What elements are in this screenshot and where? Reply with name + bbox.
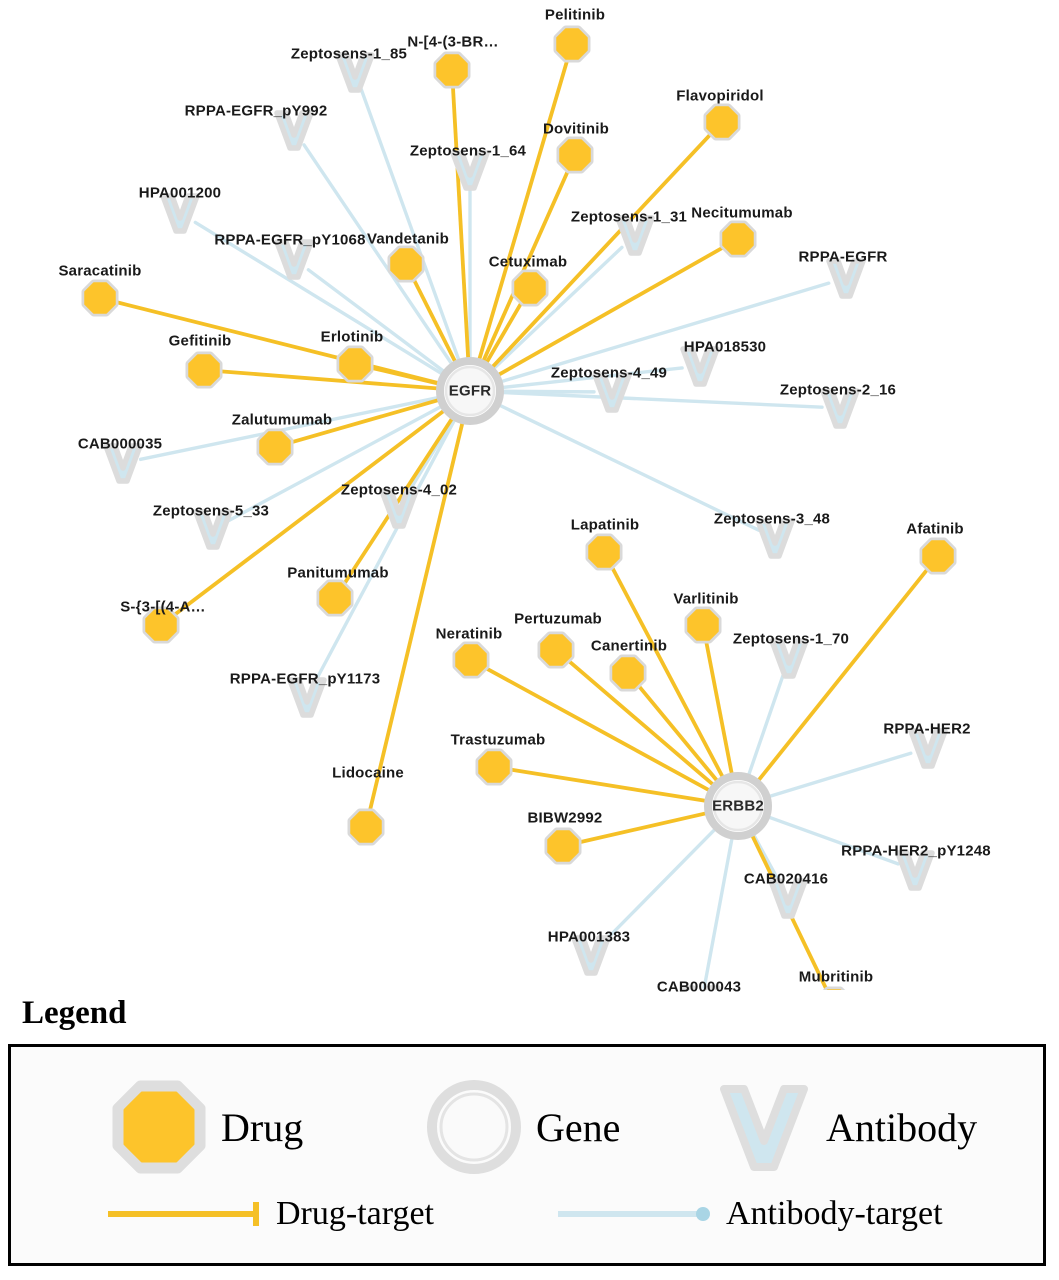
- antibody-target-edge: [748, 675, 783, 778]
- drug-node[interactable]: [351, 812, 381, 842]
- drug-label: Zalutumumab: [231, 411, 333, 429]
- drug-node[interactable]: [557, 29, 587, 59]
- octagon-drug-icon: [515, 273, 545, 303]
- drug-label: S-{3-[(4-A…: [120, 598, 206, 616]
- drug-node[interactable]: [340, 349, 370, 379]
- drug-node[interactable]: [707, 107, 737, 137]
- octagon-drug-icon: [391, 249, 421, 279]
- drug-label: Vandetanib: [366, 230, 450, 248]
- legend-label-drug: Drug: [221, 1104, 304, 1150]
- octagon-drug-icon: [340, 349, 370, 379]
- legend-item-antibody: [716, 1079, 977, 1175]
- octagon-drug-icon: [456, 645, 486, 675]
- drug-label: Afatinib: [906, 520, 964, 538]
- antibody-label: Zeptosens-2_16: [779, 381, 897, 399]
- drug-node[interactable]: [560, 140, 590, 170]
- octagon-drug-icon: [688, 610, 718, 640]
- drug-label: BIBW2992: [527, 809, 603, 827]
- antibody-label: CAB000043: [656, 978, 742, 996]
- legend-label-drug-target: Drug-target: [276, 1195, 434, 1232]
- antibody-label: Zeptosens-5_33: [152, 502, 270, 520]
- drug-target-edge: [453, 87, 468, 361]
- octagon-drug-icon: [723, 224, 753, 254]
- circle-gene-icon: [426, 1079, 522, 1175]
- octagon-drug-icon: [548, 831, 578, 861]
- octagon-drug-icon: [589, 537, 619, 567]
- antibody-label: Zeptosens-4_49: [550, 364, 668, 382]
- octagon-drug-icon: [613, 658, 643, 688]
- antibody-target-edge: [704, 835, 732, 987]
- drug-node[interactable]: [541, 635, 571, 665]
- antibody-node[interactable]: [829, 261, 863, 296]
- drug-label: Necitumumab: [691, 204, 793, 222]
- drug-node[interactable]: [260, 432, 290, 462]
- drug-node[interactable]: [456, 645, 486, 675]
- drug-label: Cetuximab: [488, 253, 568, 271]
- legend-item-antibody-target: [556, 1195, 943, 1233]
- antibody-label: Zeptosens-4_02: [340, 481, 458, 499]
- drug-node[interactable]: [688, 610, 718, 640]
- drug-node[interactable]: [515, 273, 545, 303]
- octagon-drug-icon: [707, 107, 737, 137]
- drug-label: Pertuzumab: [514, 610, 602, 628]
- legend-title: Legend: [22, 995, 127, 1031]
- drug-label: Trastuzumab: [450, 731, 546, 749]
- legend-box: [8, 1044, 1046, 1266]
- antibody-label: Zeptosens-1_70: [732, 630, 850, 648]
- octagon-drug-icon: [541, 635, 571, 665]
- drug-target-edge: [372, 368, 441, 384]
- drug-label: Pelitinib: [544, 6, 606, 24]
- legend-item-drug: [111, 1079, 303, 1175]
- drug-label: Varlitinib: [673, 590, 739, 608]
- antibody-label: CAB020416: [743, 870, 829, 888]
- antibody-label: HPA001200: [138, 184, 222, 202]
- legend-label-gene: Gene: [536, 1104, 621, 1150]
- drug-label: Erlotinib: [320, 328, 384, 346]
- antibody-target-edge: [767, 753, 911, 797]
- octagon-drug-icon: [437, 55, 467, 85]
- drug-label: Canertinib: [590, 637, 668, 655]
- antibody-label: Zeptosens-1_85: [290, 45, 408, 63]
- octagon-drug-icon: [351, 812, 381, 842]
- antibody-label: RPPA-EGFR: [798, 248, 888, 266]
- drug-node[interactable]: [548, 831, 578, 861]
- drug-target-edge: [344, 416, 453, 584]
- antibody-label: RPPA-EGFR_pY1173: [229, 670, 381, 688]
- gene-label: ERBB2: [712, 797, 764, 815]
- antibody-label: Zeptosens-1_64: [409, 142, 527, 160]
- legend-label-antibody-target: Antibody-target: [726, 1195, 943, 1232]
- drug-node[interactable]: [85, 283, 115, 313]
- drug-node[interactable]: [613, 658, 643, 688]
- drug-node[interactable]: [589, 537, 619, 567]
- antibody-label: RPPA-EGFR_pY992: [184, 102, 328, 120]
- antibody-label: RPPA-HER2: [883, 720, 971, 738]
- octagon-drug-icon: [111, 1079, 207, 1175]
- octagon-drug-icon: [557, 29, 587, 59]
- legend-label-antibody: Antibody: [826, 1104, 978, 1150]
- drug-label: Neratinib: [435, 625, 503, 643]
- antibody-label: RPPA-EGFR_pY1068: [214, 231, 366, 249]
- antibody-target-edge-icon: [556, 1197, 716, 1231]
- chevron-antibody-icon: [716, 1079, 812, 1175]
- octagon-drug-icon: [189, 355, 219, 385]
- drug-label: Saracatinib: [58, 262, 142, 280]
- octagon-drug-icon: [923, 541, 953, 571]
- drug-label: Gefitinib: [168, 332, 232, 350]
- drug-node[interactable]: [320, 583, 350, 613]
- drug-target-edge: [478, 60, 567, 362]
- drug-label: Lidocaine: [332, 764, 404, 782]
- octagon-drug-icon: [560, 140, 590, 170]
- octagon-drug-icon: [260, 432, 290, 462]
- drug-label: N-[4-(3-BR…: [407, 33, 499, 51]
- drug-node[interactable]: [189, 355, 219, 385]
- antibody-label: CAB000035: [77, 435, 163, 453]
- drug-label: Lapatinib: [570, 516, 640, 534]
- antibody-label: HPA018530: [683, 338, 767, 356]
- octagon-drug-icon: [479, 752, 509, 782]
- drug-target-edge-icon: [106, 1197, 266, 1231]
- drug-node[interactable]: [437, 55, 467, 85]
- legend-item-gene: [426, 1079, 620, 1175]
- drug-target-edge: [639, 686, 719, 783]
- drug-node[interactable]: [391, 249, 421, 279]
- drug-label: Dovitinib: [543, 120, 609, 138]
- gene-label: EGFR: [448, 382, 492, 400]
- drug-label: Mubritinib: [798, 968, 874, 986]
- antibody-label: Zeptosens-3_48: [713, 510, 831, 528]
- antibody-label: RPPA-HER2_pY1248: [841, 842, 991, 860]
- chevron-antibody-icon: [829, 261, 863, 296]
- drug-node[interactable]: [923, 541, 953, 571]
- drug-label: Flavopiridol: [676, 87, 764, 105]
- drug-node[interactable]: [479, 752, 509, 782]
- drug-node[interactable]: [723, 224, 753, 254]
- octagon-drug-icon: [85, 283, 115, 313]
- drug-target-edge: [488, 134, 711, 369]
- antibody-target-edge: [500, 392, 822, 407]
- drug-label: Panitumumab: [287, 564, 389, 582]
- octagon-drug-icon: [320, 583, 350, 613]
- legend-item-drug-target: [106, 1195, 434, 1233]
- antibody-target-edge: [604, 827, 717, 942]
- antibody-label: Zeptosens-1_31: [570, 208, 688, 226]
- antibody-label: HPA001383: [547, 928, 631, 946]
